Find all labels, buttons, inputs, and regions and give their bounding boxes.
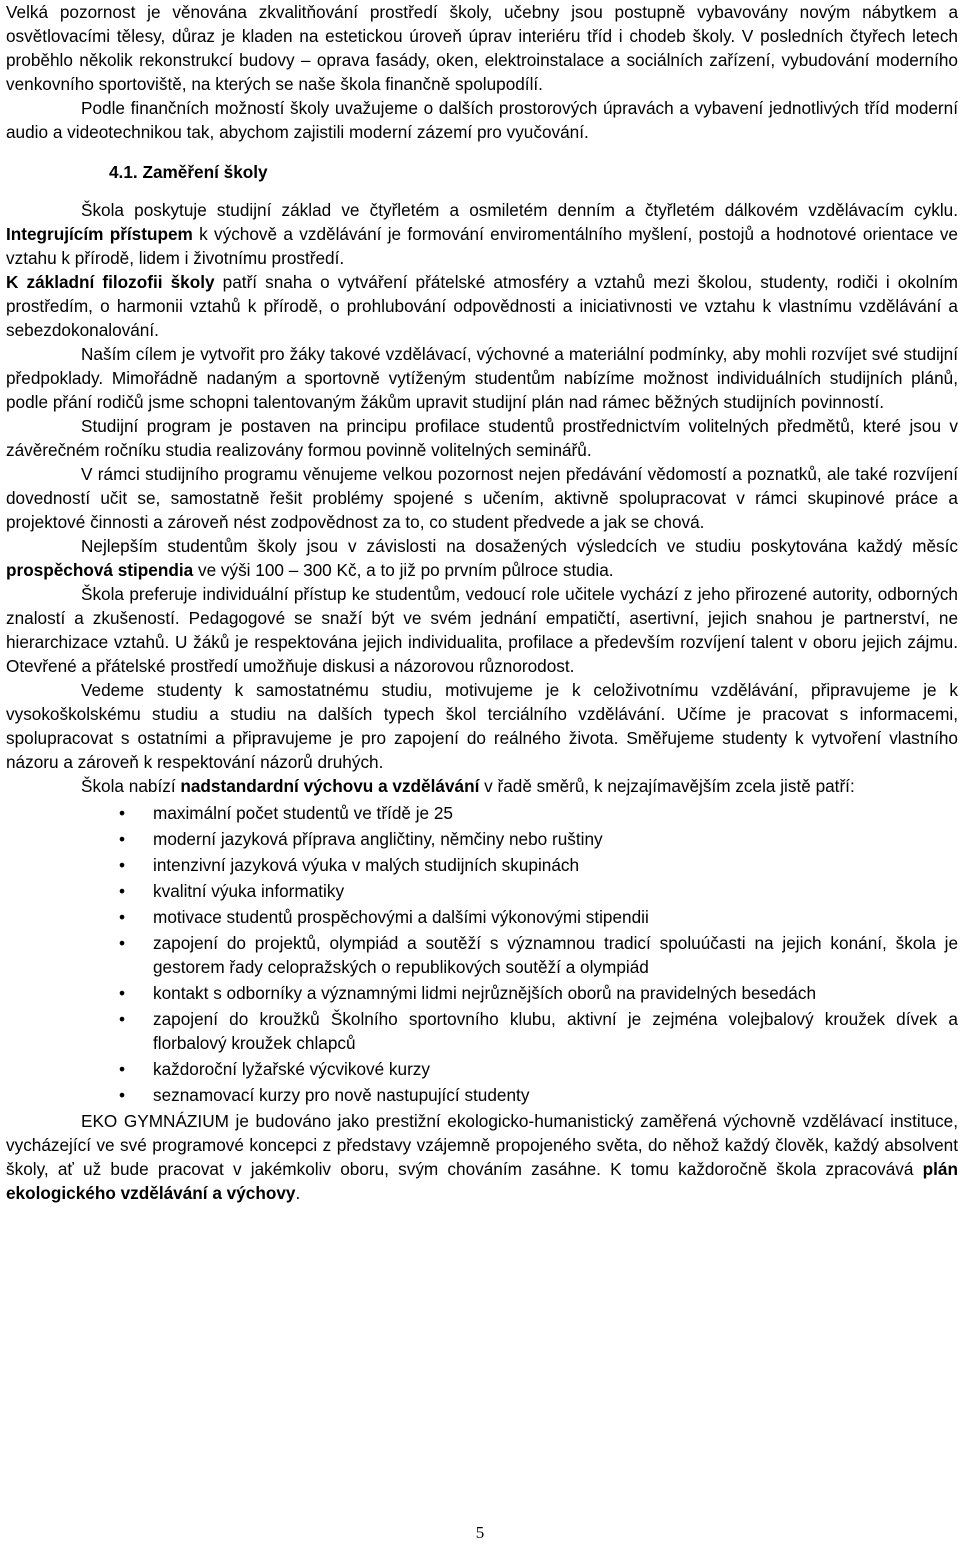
paragraph-scholarships (6, 534, 958, 582)
list-item (6, 801, 958, 825)
bullet-icon: • (119, 855, 126, 875)
keyword-scholarships: prospěchová stipendia (6, 560, 194, 580)
paragraph-eko-gymnazium (6, 1109, 958, 1205)
text-run: Škola poskytuje studijní základ ve čtyřletém a osmiletém denním a čtyřletém dálkovém vzdělávacím cyklu. (81, 200, 958, 220)
list-item (6, 827, 958, 851)
list-item-text: každoroční lyžařské výcvikové kurzy (153, 1059, 430, 1079)
paragraph-renovations: Velká pozornost je věnována zkvalitňování prostředí školy, učebny jsou postupně vybavovány novým nábytkem a osvětlovacími tělesy, důraz je kladen na estetickou úroveň úprav interiéru tříd i chodeb školy. V posledních čtyřech letech proběhlo několik rekonstrukcí budovy – oprava fasády, oken, elektroinstalace a sociálních zařízení, vybudování moderního venkovního sportoviště, na kterých se naše škola finančně spolupodílí. (6, 2, 958, 94)
page-body (6, 0, 958, 1205)
paragraph-philosophy (6, 270, 958, 342)
offer-list (6, 801, 958, 1107)
list-item (6, 853, 958, 877)
paragraph-self-study: Vedeme studenty k samostatnému studiu, motivujeme je k celoživotnímu vzdělávání, připravujeme je k vysokoškolskému studiu a studiu na dalších typech škol terciálního vzdělávání. Učíme je pracovat s informacemi, spolupracovat s ostatními a připravujeme je pro zapojení do reálného života. Směřujeme studenty k vytvoření vlastního názoru a zároveň k respektování názorů druhých. (6, 680, 958, 772)
paragraph-study-program: Studijní program je postaven na principu profilace studentů prostřednictvím volitelných předmětů, které jsou v závěrečném ročníku studia realizovány formou povinně volitelných seminářů. (6, 416, 958, 460)
page-number: 5 (475, 1523, 485, 1542)
bullet-icon: • (119, 881, 126, 901)
section-heading: 4.1. Zaměření školy (109, 162, 268, 182)
list-item-text: kontakt s odborníky a významnými lidmi nejrůznějších oborů na pravidelných besedách (153, 983, 817, 1003)
list-item (6, 905, 958, 929)
paragraph-future-equipment: Podle finančních možností školy uvažujeme o dalších prostorových úpravách a vybavení jednotlivých tříd moderní audio a videotechnikou tak, abychom zajistili moderní zázemí pro vyučování. (6, 98, 958, 142)
bullet-icon: • (119, 1009, 126, 1029)
list-item-text: kvalitní výuka informatiky (153, 881, 345, 901)
list-item-text: zapojení do projektů, olympiád a soutěží s významnou tradicí spoluúčasti na jejich konání, škola je gestorem řady celopražských o republikových soutěží a olympiád (153, 933, 958, 977)
bullet-icon: • (119, 933, 126, 953)
list-item-text: seznamovací kurzy pro nově nastupující studenty (153, 1085, 530, 1105)
text-run: Škola nabízí (81, 776, 181, 796)
text-run: k výchově a vzdělávání je formování enviromentálního myšlení, postojů a hodnotové orientace ve vztahu k přírodě, lidem i životnímu prostředí. (6, 224, 958, 268)
paragraph-offer (6, 774, 958, 798)
text-run: ve výši 100 – 300 Kč, a to již po prvním půlroce studia. (193, 560, 614, 580)
paragraph-study-basis (6, 198, 958, 270)
paragraph-individual-approach: Škola preferuje individuální přístup ke studentům, vedoucí role učitele vychází z jeho přirozené autority, odborných znalostí a zkušeností. Pedagogové se snaží být ve svém jednání empatičtí, asertivní, jejich snahou je partnerství, ne hierarchizace vztahů. U žáků je respektována jejich individualita, profilace a především rozvíjení talent v oboru jejich zájmu. Otevřené a přátelské prostředí umožňuje diskusi a názorovou různorodost. (6, 584, 958, 676)
list-item (6, 1083, 958, 1107)
list-item (6, 879, 958, 903)
text-run: EKO GYMNÁZIUM je budováno jako prestižní ekologicko-humanistický zaměřená výchovně vzdělávací instituce, vycházející ve své programové koncepci z představy vzájemně propojeného světa, do něhož každý člověk, každý absolvent školy, ať už bude pracovat v jakémkoliv oboru, svým chováním zasáhne. K tomu každoročně škola zpracovává (6, 1111, 958, 1179)
list-item-text: maximální počet studentů ve třídě je 25 (153, 803, 453, 823)
list-item-text: intenzivní jazyková výuka v malých studijních skupinách (153, 855, 580, 875)
text-run: . (295, 1183, 301, 1203)
list-item (6, 1007, 958, 1055)
bullet-icon: • (119, 803, 126, 823)
list-item-text: moderní jazyková příprava angličtiny, němčiny nebo ruštiny (153, 829, 603, 849)
keyword-ecological-plan: plán ekologického vzdělávání a výchovy (6, 1159, 958, 1203)
text-run: Nejlepším studentům školy jsou v závislosti na dosažených výsledcích ve studiu poskytována každý měsíc (81, 536, 958, 556)
paragraph-goal: Naším cílem je vytvořit pro žáky takové vzdělávací, výchovné a materiální podmínky, aby mohli rozvíjet své studijní předpoklady. Mimořádně nadaným a sportovně vytíženým studentům nabízíme možnost individuálních studijních plánů, podle přání rodičů jsme schopni talentovaným žákům upravit studijní plán nad rámec běžných studijních povinností. (6, 344, 958, 412)
paragraph-skills: V rámci studijního programu věnujeme velkou pozornost nejen předávání vědomostí a poznatků, ale také rozvíjení dovedností učit se, samostatně řešit problémy spojené s učením, aktivně spolupracovat v rámci skupinové práce a projektové činnosti a zároveň nést zodpovědnost za to, co student předvede a jak se chová. (6, 464, 958, 532)
keyword-integrating-approach: Integrujícím přístupem (6, 224, 193, 244)
keyword-basic-philosophy: K základní filozofii školy (6, 272, 215, 292)
bullet-icon: • (119, 907, 126, 927)
list-item (6, 981, 958, 1005)
bullet-icon: • (119, 983, 126, 1003)
text-run: v řadě směrů, k nejzajímavějším zcela jistě patří: (479, 776, 855, 796)
text-run: patří snaha o vytváření přátelské atmosféry a vztahů mezi školou, studenty, rodiči i okolním prostředím, o harmonii vztahů k přírodě, o prohlubování odpovědnosti a iniciativnosti ve vztahu k vlastnímu vzdělávání a sebezdokonalování. (6, 272, 958, 340)
bullet-icon: • (119, 1059, 126, 1079)
list-item-text: zapojení do kroužků Školního sportovního klubu, aktivní je zejména volejbalový kroužek dívek a florbalový kroužek chlapců (153, 1009, 958, 1053)
list-item-text: motivace studentů prospěchovými a dalšími výkonovými stipendii (153, 907, 649, 927)
list-item (6, 1057, 958, 1081)
list-item (6, 931, 958, 979)
bullet-icon: • (119, 1085, 126, 1105)
bullet-icon: • (119, 829, 126, 849)
keyword-above-standard: nadstandardní výchovu a vzdělávání (180, 776, 480, 796)
